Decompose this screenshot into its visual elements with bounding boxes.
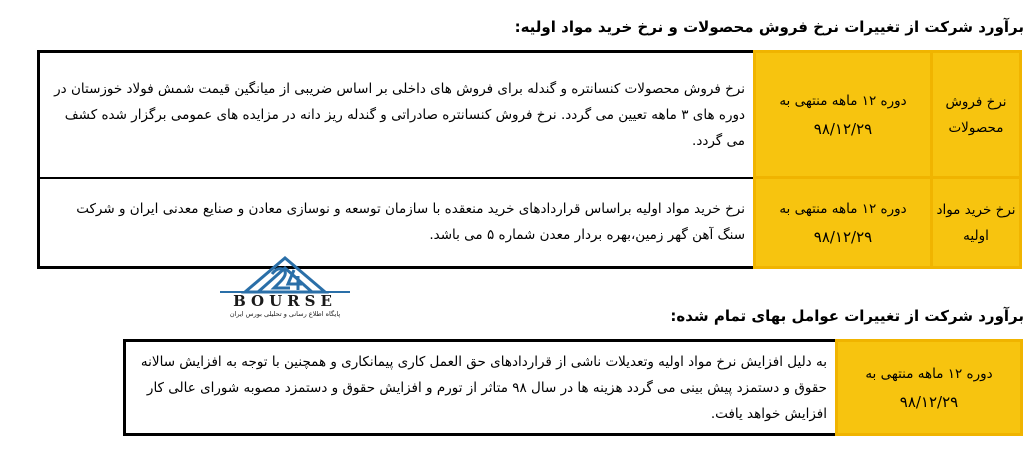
- period-text: دوره ۱۲ ماهه منتهی به: [779, 200, 907, 217]
- period-date: ۹۸/۱۲/۲۹: [813, 119, 873, 138]
- table-row: [125, 341, 1022, 435]
- bourse-logo: [210, 254, 360, 316]
- row-description: به دلیل افزایش نرخ مواد اولیه وتعدیلات ناشی از قراردادهای حق العمل کاری پیمانکاری و همچنین با توجه به افزایش سالانه حقوق و دستمزد پیش بینی می گردد هزینه ها در سال ۹۸ متاثر از تورم و افزایش حقوق و دستمزد مصوبه شورای عالی کار افزایش خواهد یافت.: [125, 341, 837, 435]
- row-description: نرخ خرید مواد اولیه براساس قراردادهای خرید منعقده با سازمان توسعه و نوسازی معادن و صنایع معدنی ایران و شرکت سنگ آهن گهر زمین،بهره بردار معدن شماره ۵ می باشد.: [39, 178, 755, 268]
- section1-title: برآورد شرکت از تغییرات نرخ فروش محصولات و نرخ خرید مواد اولیه:: [514, 18, 1024, 36]
- logo-text: BOURSE: [233, 292, 337, 310]
- section2-title: برآورد شرکت از تغییرات عوامل بهای تمام شده:: [670, 307, 1024, 325]
- period-cell: [837, 341, 1022, 435]
- row-description: نرخ فروش محصولات کنسانتره و گندله برای فروش های داخلی بر اساس ضریبی از میانگین قیمت شمش فولاد خوزستان در دوره های ۳ ماهه تعیین می گردد. نرخ فروش کنسانتره صادراتی و گندله ریز دانه در مزایده های عمومی برگزار شده کشف می گردد.: [39, 52, 755, 178]
- period-text: دوره ۱۲ ماهه منتهی به: [865, 365, 993, 382]
- logo-subtitle: پایگاه اطلاع رسانی و تحلیلی بورس ایران: [229, 310, 341, 318]
- period-date: ۹۸/۱۲/۲۹: [813, 227, 873, 246]
- price-changes-table: [37, 50, 1022, 269]
- period-cell: [755, 178, 932, 268]
- row-label: نرخ خرید مواد اولیه: [932, 178, 1021, 268]
- table-row: [39, 178, 1021, 268]
- bourse-logo-icon: [210, 254, 360, 294]
- period-cell: [755, 52, 932, 178]
- row-label: نرخ فروش محصولات: [932, 52, 1021, 178]
- period-text: دوره ۱۲ ماهه منتهی به: [779, 92, 907, 109]
- period-date: ۹۸/۱۲/۲۹: [899, 392, 959, 411]
- cost-changes-table: [123, 339, 1023, 436]
- table-row: [39, 52, 1021, 178]
